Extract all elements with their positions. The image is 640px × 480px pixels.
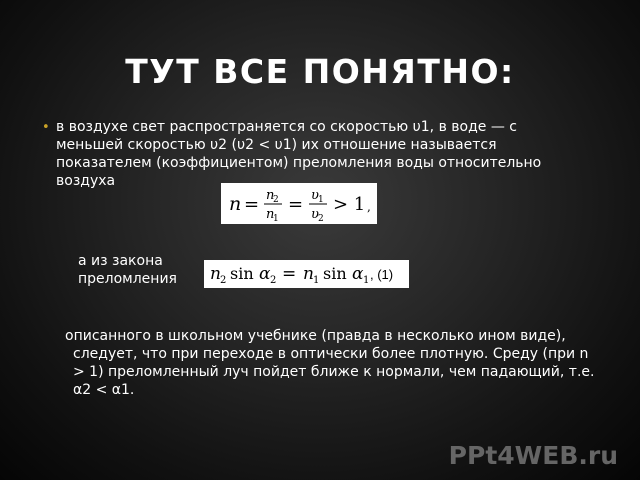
law-intro-text: а из закона преломления <box>78 253 177 287</box>
formula1-frac2-den: υ <box>311 207 319 222</box>
formula2-alpha1: α <box>352 264 364 284</box>
formula1-frac1-num: n <box>266 188 275 203</box>
site-watermark: PPt4WEB.ru <box>448 441 618 470</box>
formula1-lhs: n <box>229 193 242 215</box>
formula2-n1: n <box>303 264 314 284</box>
formula1-frac1-den: n <box>266 207 275 222</box>
formula2-alpha2-sub: 2 <box>270 275 277 286</box>
formula1-frac1-den-sub: 1 <box>273 214 279 224</box>
formula1-frac2-num: υ <box>311 188 319 203</box>
formula1-relation: > 1 <box>333 194 366 215</box>
formula1-frac2-num-sub: 1 <box>318 195 324 205</box>
formula2-n2: n <box>210 264 221 284</box>
bullet-text: в воздухе свет распространяется со скоростью υ1, в воде — с меньшей скоростью υ2 (υ2 < υ1) их отношение называется показателем (коэффициентом) преломления воды относительно воздуха <box>56 119 542 189</box>
formula2-sin2: sin <box>323 264 347 283</box>
refraction-index-formula <box>221 183 377 224</box>
conclusion-text: описанного в школьном учебнике (правда в несколько ином виде), следует, что при переходе в оптически более плотную. Среду (при n > 1) преломленный луч пойдет ближе к нормали, чем падающий, т.е. α2 < α1. <box>65 328 595 398</box>
snell-law-formula <box>204 260 409 288</box>
formula2-sin1: sin <box>230 264 254 283</box>
bullet-item <box>42 118 576 190</box>
formula1-eq1: = <box>244 194 260 215</box>
formula2-n2-sub: 2 <box>220 275 227 286</box>
formula1-eq2: = <box>288 194 304 215</box>
formula2-label: , (1) <box>370 267 394 282</box>
formula2-eq: = <box>282 264 297 284</box>
formula2-n1-sub: 1 <box>313 275 320 286</box>
formula1-frac2-den-sub: 2 <box>318 214 324 224</box>
formula2-alpha2: α <box>259 264 271 284</box>
slide-title: ТУТ ВСЕ ПОНЯТНО: <box>125 52 515 91</box>
formula1-tail: , <box>367 200 371 214</box>
bullet-marker: • <box>42 120 50 135</box>
formula1-frac1-num-sub: 2 <box>273 195 279 205</box>
formula2-alpha1-sub: 1 <box>363 275 370 286</box>
